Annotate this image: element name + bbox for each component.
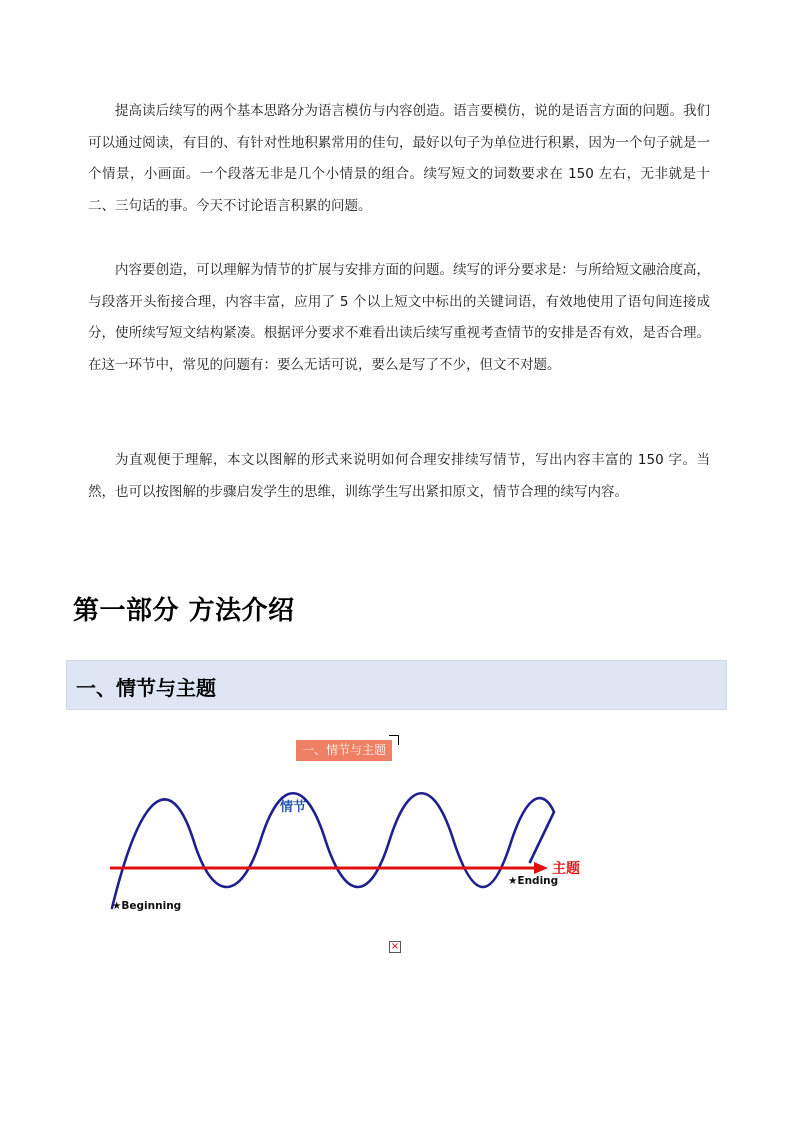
plot-wave	[112, 793, 554, 908]
axis-label: 主题	[552, 861, 580, 877]
plot-theme-diagram	[100, 732, 590, 922]
paragraph-content-creation: 内容要创造，可以理解为情节的扩展与安排方面的问题。续写的评分要求是：与所给短文融洽度高，与段落开头衔接合理，内容丰富，应用了 5 个以上短文中标出的关键词语，有效地使用了语句间连接成分，使所续写短文结构紧凑。根据评分要求不难看出读后续写重视考查情节的安排是否有效，是否合理。在这一环节中，常见的问题有：要么无话可说，要么是写了不少，但文不对题。	[88, 262, 710, 373]
beginning-label: ★Beginning	[112, 900, 182, 912]
paragraph-intro: 提高读后续写的两个基本思路分为语言模仿与内容创造。语言要模仿，说的是语言方面的问题。我们可以通过阅读，有目的、有针对性地积累常用的佳句，最好以句子为单位进行积累，因为一个句子就是一个情景，小画面。一个段落无非是几个小情景的组合。续写短文的词数要求在 150 左右，无非就是十二、三句话的事。今天不讨论语言积累的问题。	[88, 103, 710, 214]
theme-axis-arrow-icon	[534, 862, 548, 874]
figure-tag: 一、情节与主题	[296, 740, 392, 761]
subsection-heading: 一、情节与主题	[76, 676, 216, 700]
broken-image-icon: ×	[390, 941, 400, 952]
ending-label: ★Ending	[508, 875, 559, 887]
paragraph-purpose: 为直观便于理解，本文以图解的形式来说明如何合理安排续写情节，写出内容丰富的 150 字。当然，也可以按图解的步骤启发学生的思维，训练学生写出紧扣原文，情节合理的续写内容。	[88, 452, 710, 500]
subsection-heading-bar	[66, 660, 727, 710]
section-heading: 第一部分 方法介绍	[73, 596, 295, 626]
wave-label: 情节	[280, 800, 307, 815]
